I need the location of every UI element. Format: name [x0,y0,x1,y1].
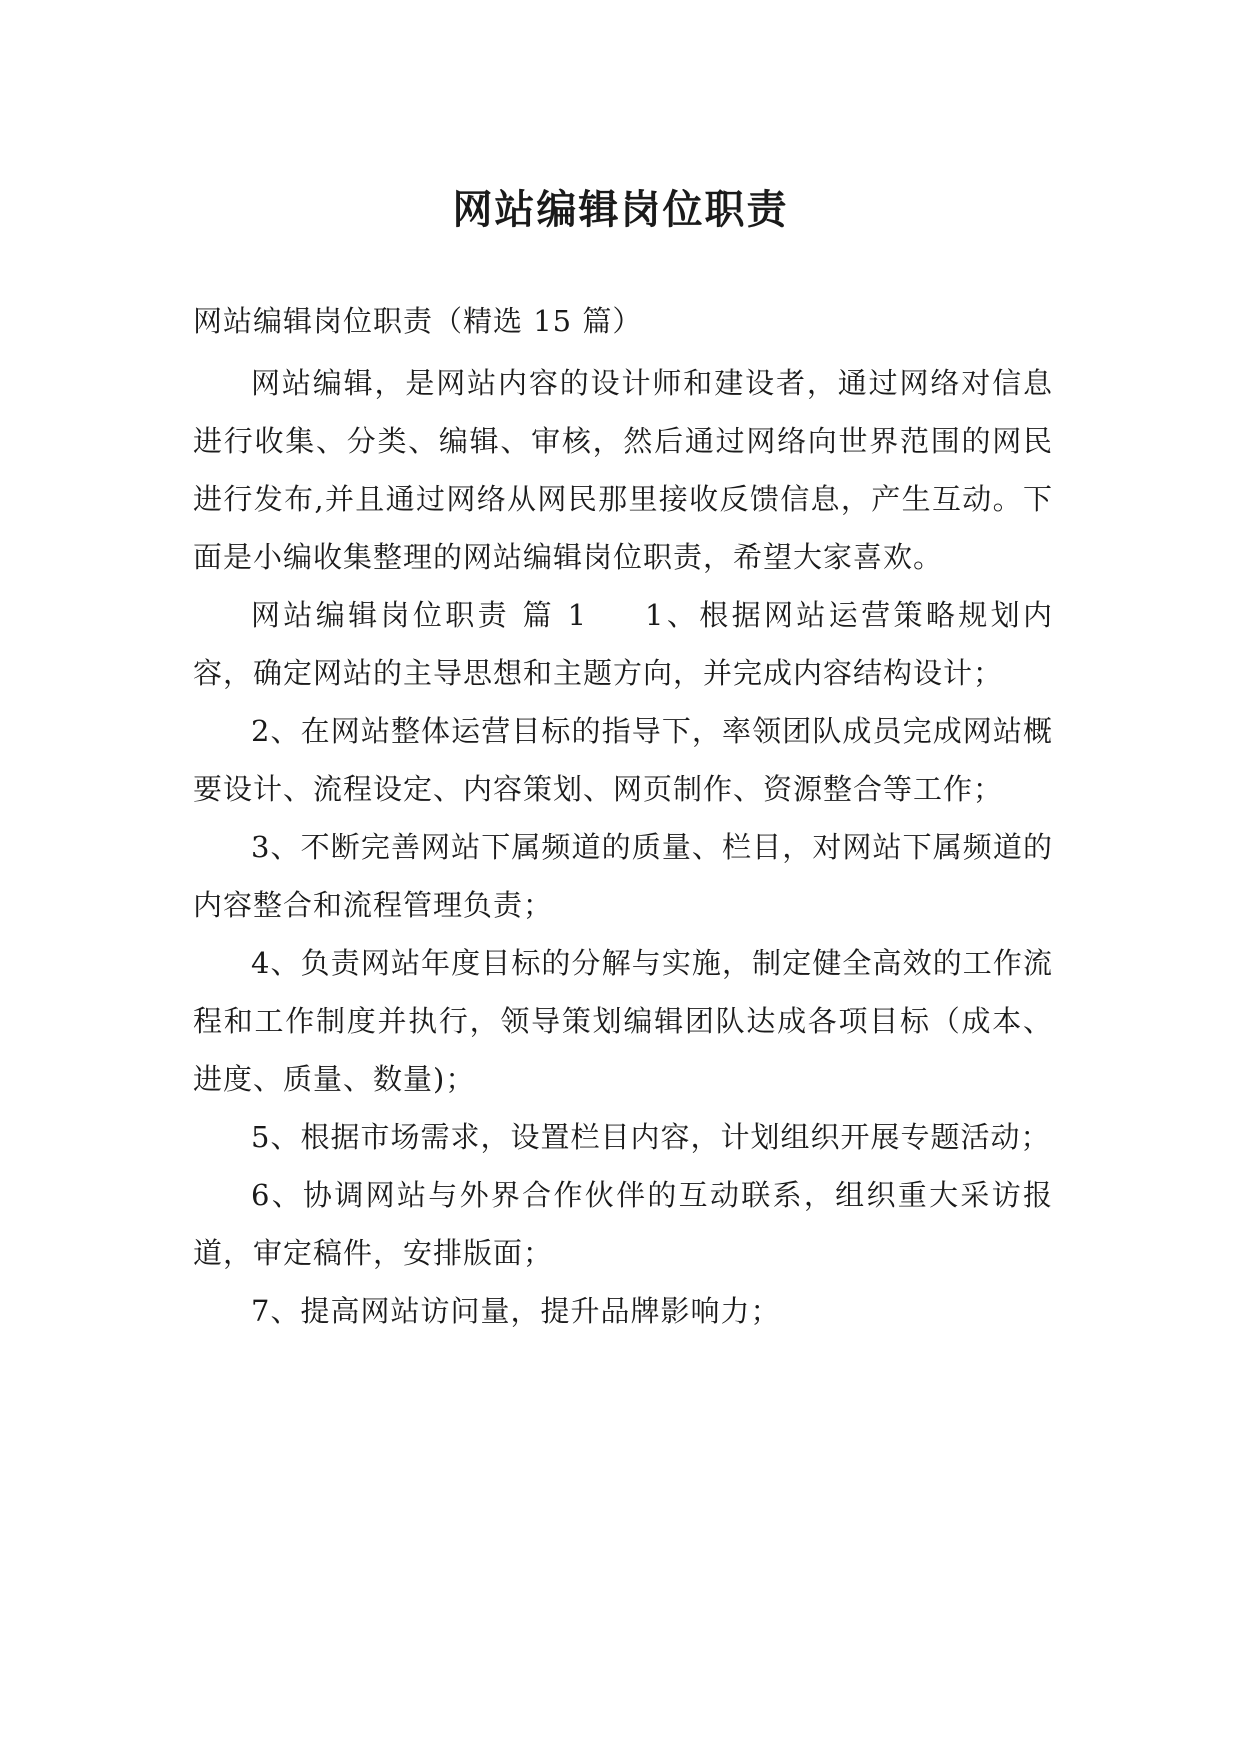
list-item: 2、在网站整体运营目标的指导下，率领团队成员完成网站概要设计、流程设定、内容策划、网页制作、资源整合等工作； [193,714,1053,806]
section1-paragraph [193,586,1053,702]
list-item: 3、不断完善网站下属频道的质量、栏目，对网站下属频道的内容整合和流程管理负责； [193,830,1053,922]
intro-paragraph: 网站编辑，是网站内容的设计师和建设者，通过网络对信息进行收集、分类、编辑、审核，然后通过网络向世界范围的网民进行发布,并且通过网络从网民那里接收反馈信息，产生互动。下面是小编收集整理的网站编辑岗位职责，希望大家喜欢。 [193,366,1053,574]
list-item: 4、负责网站年度目标的分解与实施，制定健全高效的工作流程和工作制度并执行，领导策划编辑团队达成各项目标（成本、进度、质量、数量)； [193,946,1053,1096]
page-title: 网站编辑岗位职责 [452,186,789,233]
list-item: 7、提高网站访问量，提升品牌影响力； [251,1294,781,1328]
list-item: 5、根据市场需求，设置栏目内容，计划组织开展专题活动； [251,1120,1051,1154]
list-item: 6、协调网站与外界合作伙伴的互动联系，组织重大采访报道，审定稿件，安排版面； [193,1178,1053,1270]
document-body [193,292,1053,1340]
document-subtitle: 网站编辑岗位职责（精选 15 篇） [193,304,643,338]
list-item: 1、根据网站运营策略规划内容，确定网站的主导思想和主题方向，并完成内容结构设计； [193,598,1053,690]
section1-heading: 网站编辑岗位职责 篇 1 [251,598,588,632]
